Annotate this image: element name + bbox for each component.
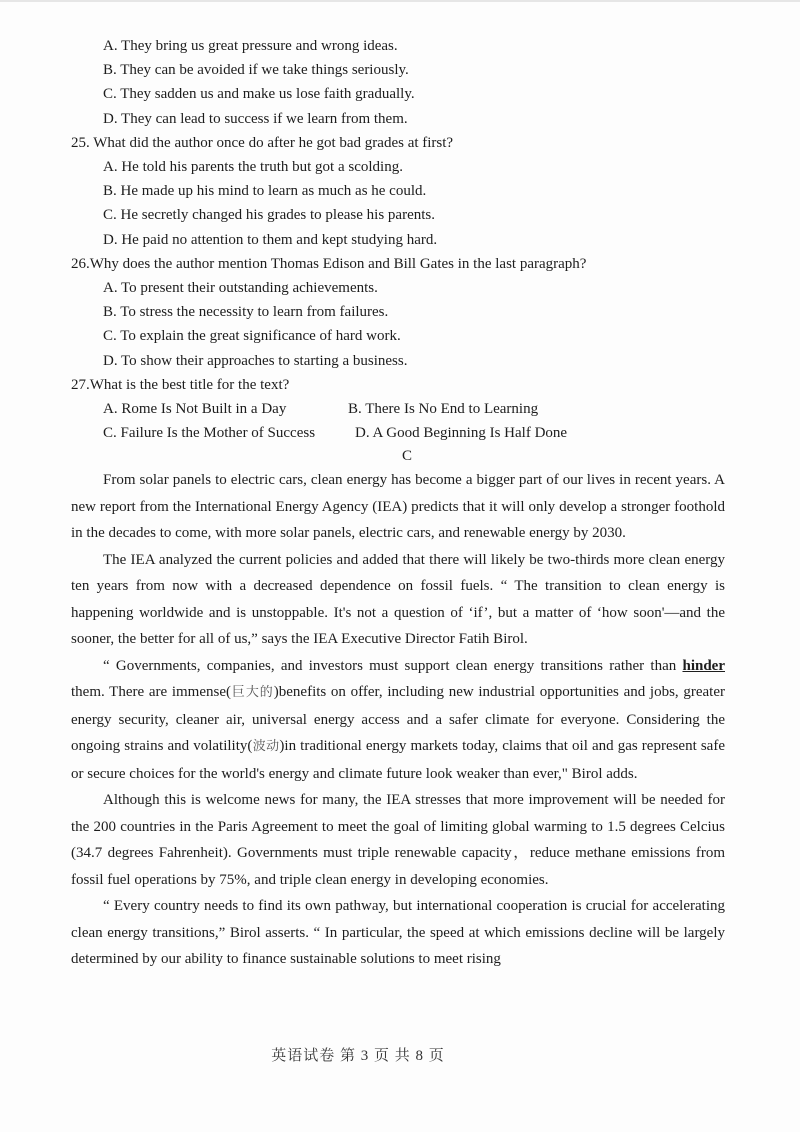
q24-option-c: C. They sadden us and make us lose faith gradually.: [103, 86, 415, 103]
q24-option-a: A. They bring us great pressure and wrong ideas.: [103, 38, 398, 54]
passage-paragraph-4: Although this is welcome news for many, the IEA stresses that more improvement will be needed for the 200 countries in the Paris Agreement to meet the goal of limiting global warming to 1.5 degrees Celcius (34.7 degrees Fahrenheit). Governments must triple renewable capacity，reduce methane emissions from fossil fuel operations by 75%, and triple clean energy in developing economies.: [71, 792, 725, 888]
q27-options-row-2: [103, 421, 725, 445]
q27-option-a: A. Rome Is Not Built in a Day: [103, 401, 287, 418]
page-top-border: [0, 0, 800, 2]
page-footer: 英语试卷 第 3 页 共 8 页: [271, 1048, 445, 1064]
p3-text-mid2: )benefits on offer, including new industrial opportunities and jobs, greater energy security, cleaner air, universal energy access and a safer climate for everyone. Considering the ongoing strains and volatility(: [71, 684, 726, 755]
q25-option-b: B. He made up his mind to learn as much as he could.: [103, 183, 427, 200]
q26-option-a: A. To present their outstanding achievements.: [103, 280, 378, 297]
exam-page: [71, 34, 725, 973]
p3-text-mid1: them. There are immense(: [71, 684, 231, 701]
q25-option-c: C. He secretly changed his grades to please his parents.: [103, 207, 435, 224]
passage-paragraph-2: The IEA analyzed the current policies and added that there will likely be two-thirds more clean energy ten years from now with a decreased dependence on fossil fuels. “ The transition to clean energy is happening worldwide and is unstoppable. It's not a question of ‘if’, but a matter of ‘how soon'—and the sooner, the better for all of us,” says the IEA Executive Director Fatih Birol.: [71, 551, 725, 648]
passage-c: [71, 467, 725, 973]
q27-option-b: B. There Is No End to Learning: [348, 401, 539, 418]
passage-paragraph-1: From solar panels to electric cars, clean energy has become a bigger part of our lives in recent years. A new report from the International Energy Agency (IEA) predicts that it will only develop a stronger foothold in the decades to come, with more solar panels, electric cars, and renewable energy by 2030.: [71, 472, 725, 542]
passage-paragraph-3: [71, 653, 725, 788]
underlined-word-hinder: hinder: [682, 657, 725, 674]
section-heading-c: C: [401, 448, 412, 465]
q26-stem: 26.Why does the author mention Thomas Edison and Bill Gates in the last paragraph?: [71, 255, 587, 272]
p3-text-start: “ Governments, companies, and investors must support clean energy transitions rather than: [103, 657, 683, 674]
question-27: [71, 373, 725, 446]
q26-option-c: C. To explain the great significance of hard work.: [103, 328, 401, 345]
q27-option-c: C. Failure Is the Mother of Success: [103, 425, 316, 442]
q25-option-d: D. He paid no attention to them and kept studying hard.: [103, 231, 438, 248]
q25-option-a: A. He told his parents the truth but got a scolding.: [103, 159, 403, 176]
question-25: [71, 131, 725, 252]
q24-option-d: D. They can lead to success if we learn from them.: [103, 110, 408, 127]
p3-text-end: )in traditional energy markets today, claims that oil and gas represent safe or secure choices for the world's energy and climate future look weaker than ever," Birol adds.: [71, 738, 725, 782]
q27-stem: 27.What is the best title for the text?: [71, 376, 290, 393]
q24-option-b: B. They can be avoided if we take things seriously.: [103, 62, 409, 79]
q26-option-d: D. To show their approaches to starting a business.: [103, 352, 408, 369]
chinese-gloss-volatility: 波动: [252, 739, 280, 755]
q27-options-row-1: [103, 397, 725, 421]
question-24-options: [71, 34, 725, 131]
q25-stem: 25. What did the author once do after he got bad grades at first?: [71, 134, 454, 151]
question-26: [71, 252, 725, 373]
passage-paragraph-5: “ Every country needs to find its own pathway, but international cooperation is crucial for accelerating clean energy transitions,” Birol asserts. “ In particular, the speed at which emissions decline will be largely determined by our ability to finance sustainable solutions to meet rising: [71, 898, 725, 968]
q27-option-d: D. A Good Beginning Is Half Done: [355, 425, 568, 442]
chinese-gloss-immense: 巨大的: [230, 685, 274, 701]
q26-option-b: B. To stress the necessity to learn from failures.: [103, 304, 389, 321]
